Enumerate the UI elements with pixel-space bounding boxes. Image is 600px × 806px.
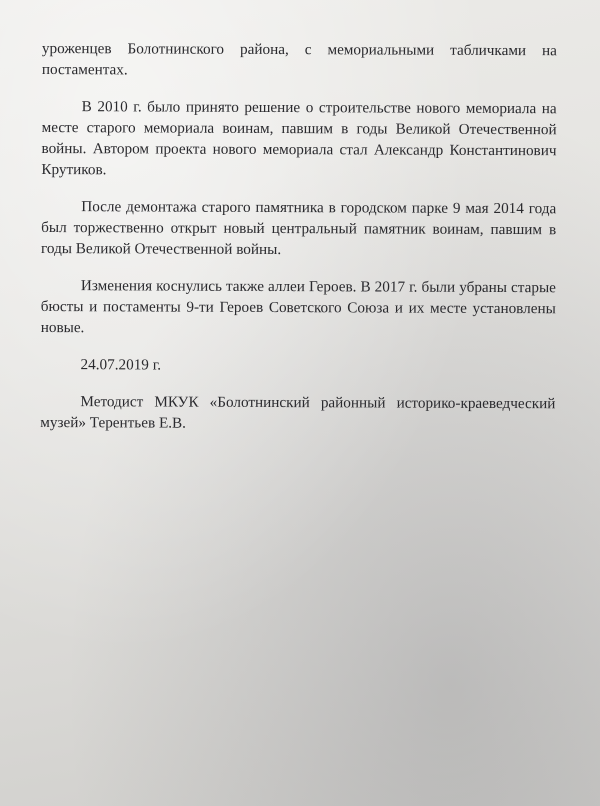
document-body (40, 38, 557, 451)
paragraph-continuation: уроженцев Болотнинского района, с мемориальными табличками на постаментах. (41, 39, 557, 79)
author-signature-line: Методист МКУК «Болотнинский районный историко-краеведческий музей» Терентьев Е.В. (40, 393, 556, 432)
paragraph-memorial-decision: В 2010 г. было принято решение о строительстве нового мемориала на месте старого мемориала воинам, павшим в годы Великой Отечественной войны. Автором проекта нового мемориала стал Александр Константинович Крутиков. (41, 98, 557, 179)
paragraph-heroes-alley: Изменения коснулись также аллеи Героев. В 2017 г. были убраны старые бюсты и постаменты 9-ти Героев Советского Союза и их месте установлены новые. (40, 277, 556, 337)
paragraph-new-monument: После демонтажа старого памятника в городском парке 9 мая 2014 года был торжественно открыт новый центральный памятник воинам, павшим в годы Великой Отечественной войны. (41, 198, 557, 259)
document-date: 24.07.2019 г. (80, 356, 162, 374)
